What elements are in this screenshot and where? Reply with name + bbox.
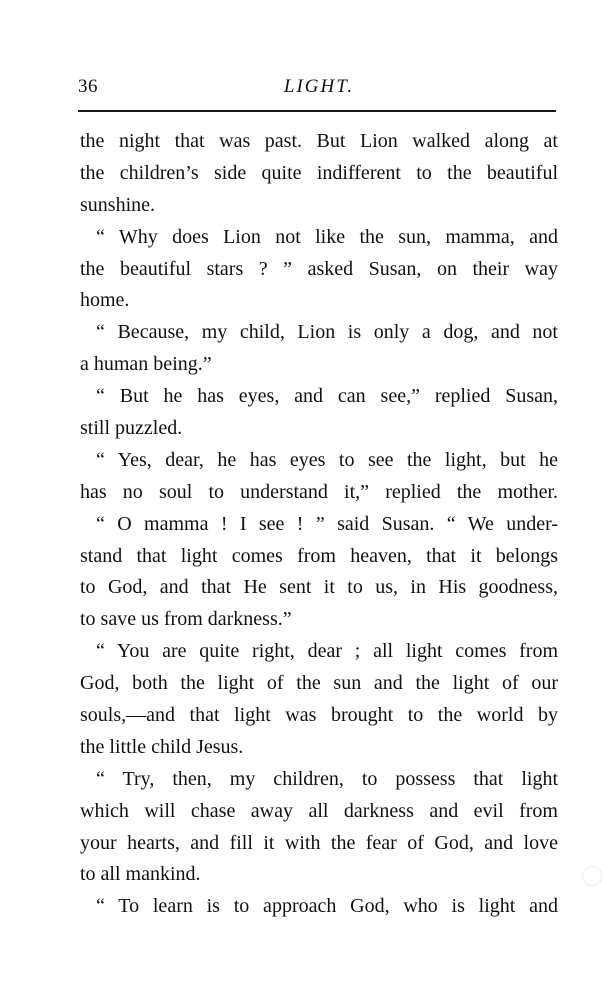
paper-blemish [582,866,602,886]
text-line: the children’s side quite indifferent to the beautiful [80,161,558,184]
text-line: “ O mamma ! I see ! ” said Susan. “ We under- [96,512,558,535]
text-line: the night that was past. But Lion walked along at [80,130,558,152]
running-head: LIGHT. [283,76,355,97]
text-line: “ Try, then, my children, to possess that light [96,767,558,790]
text-line: home. [80,289,130,312]
page-header [78,74,560,104]
text-line: the beautiful stars ? ” asked Susan, on their way [80,257,558,280]
text-line: sunshine. [80,193,155,216]
text-line: has no soul to understand it,” replied the mother. [80,480,558,503]
text-line: “ Yes, dear, he has eyes to see the light, but he [96,448,558,471]
page-number: 36 [78,76,98,97]
header-rule [78,110,556,112]
text-line: “ To learn is to approach God, who is light and [96,895,558,918]
text-line: God, both the light of the sun and the light of our [80,672,558,695]
text-line: “ Why does Lion not like the sun, mamma, and [96,225,558,248]
text-line: your hearts, and fill it with the fear of God, and love [80,831,558,854]
text-line: the little child Jesus. [80,735,244,758]
text-line: a human being.” [80,353,212,376]
text-line: to God, and that He sent it to us, in His goodness, [80,576,558,599]
text-line: to all mankind. [80,863,201,886]
text-line: souls,—and that light was brought to the world by [80,704,558,727]
text-line: to save us from darkness.” [80,608,292,631]
text-line: “ Because, my child, Lion is only a dog, and not [96,321,558,344]
text-line: “ You are quite right, dear ; all light comes from [96,640,558,663]
body-text [80,126,558,923]
text-line: which will chase away all darkness and evil from [80,799,558,822]
text-line: stand that light comes from heaven, that it belongs [80,544,558,567]
text-line: “ But he has eyes, and can see,” replied Susan, [96,385,558,408]
text-line: still puzzled. [80,417,183,440]
